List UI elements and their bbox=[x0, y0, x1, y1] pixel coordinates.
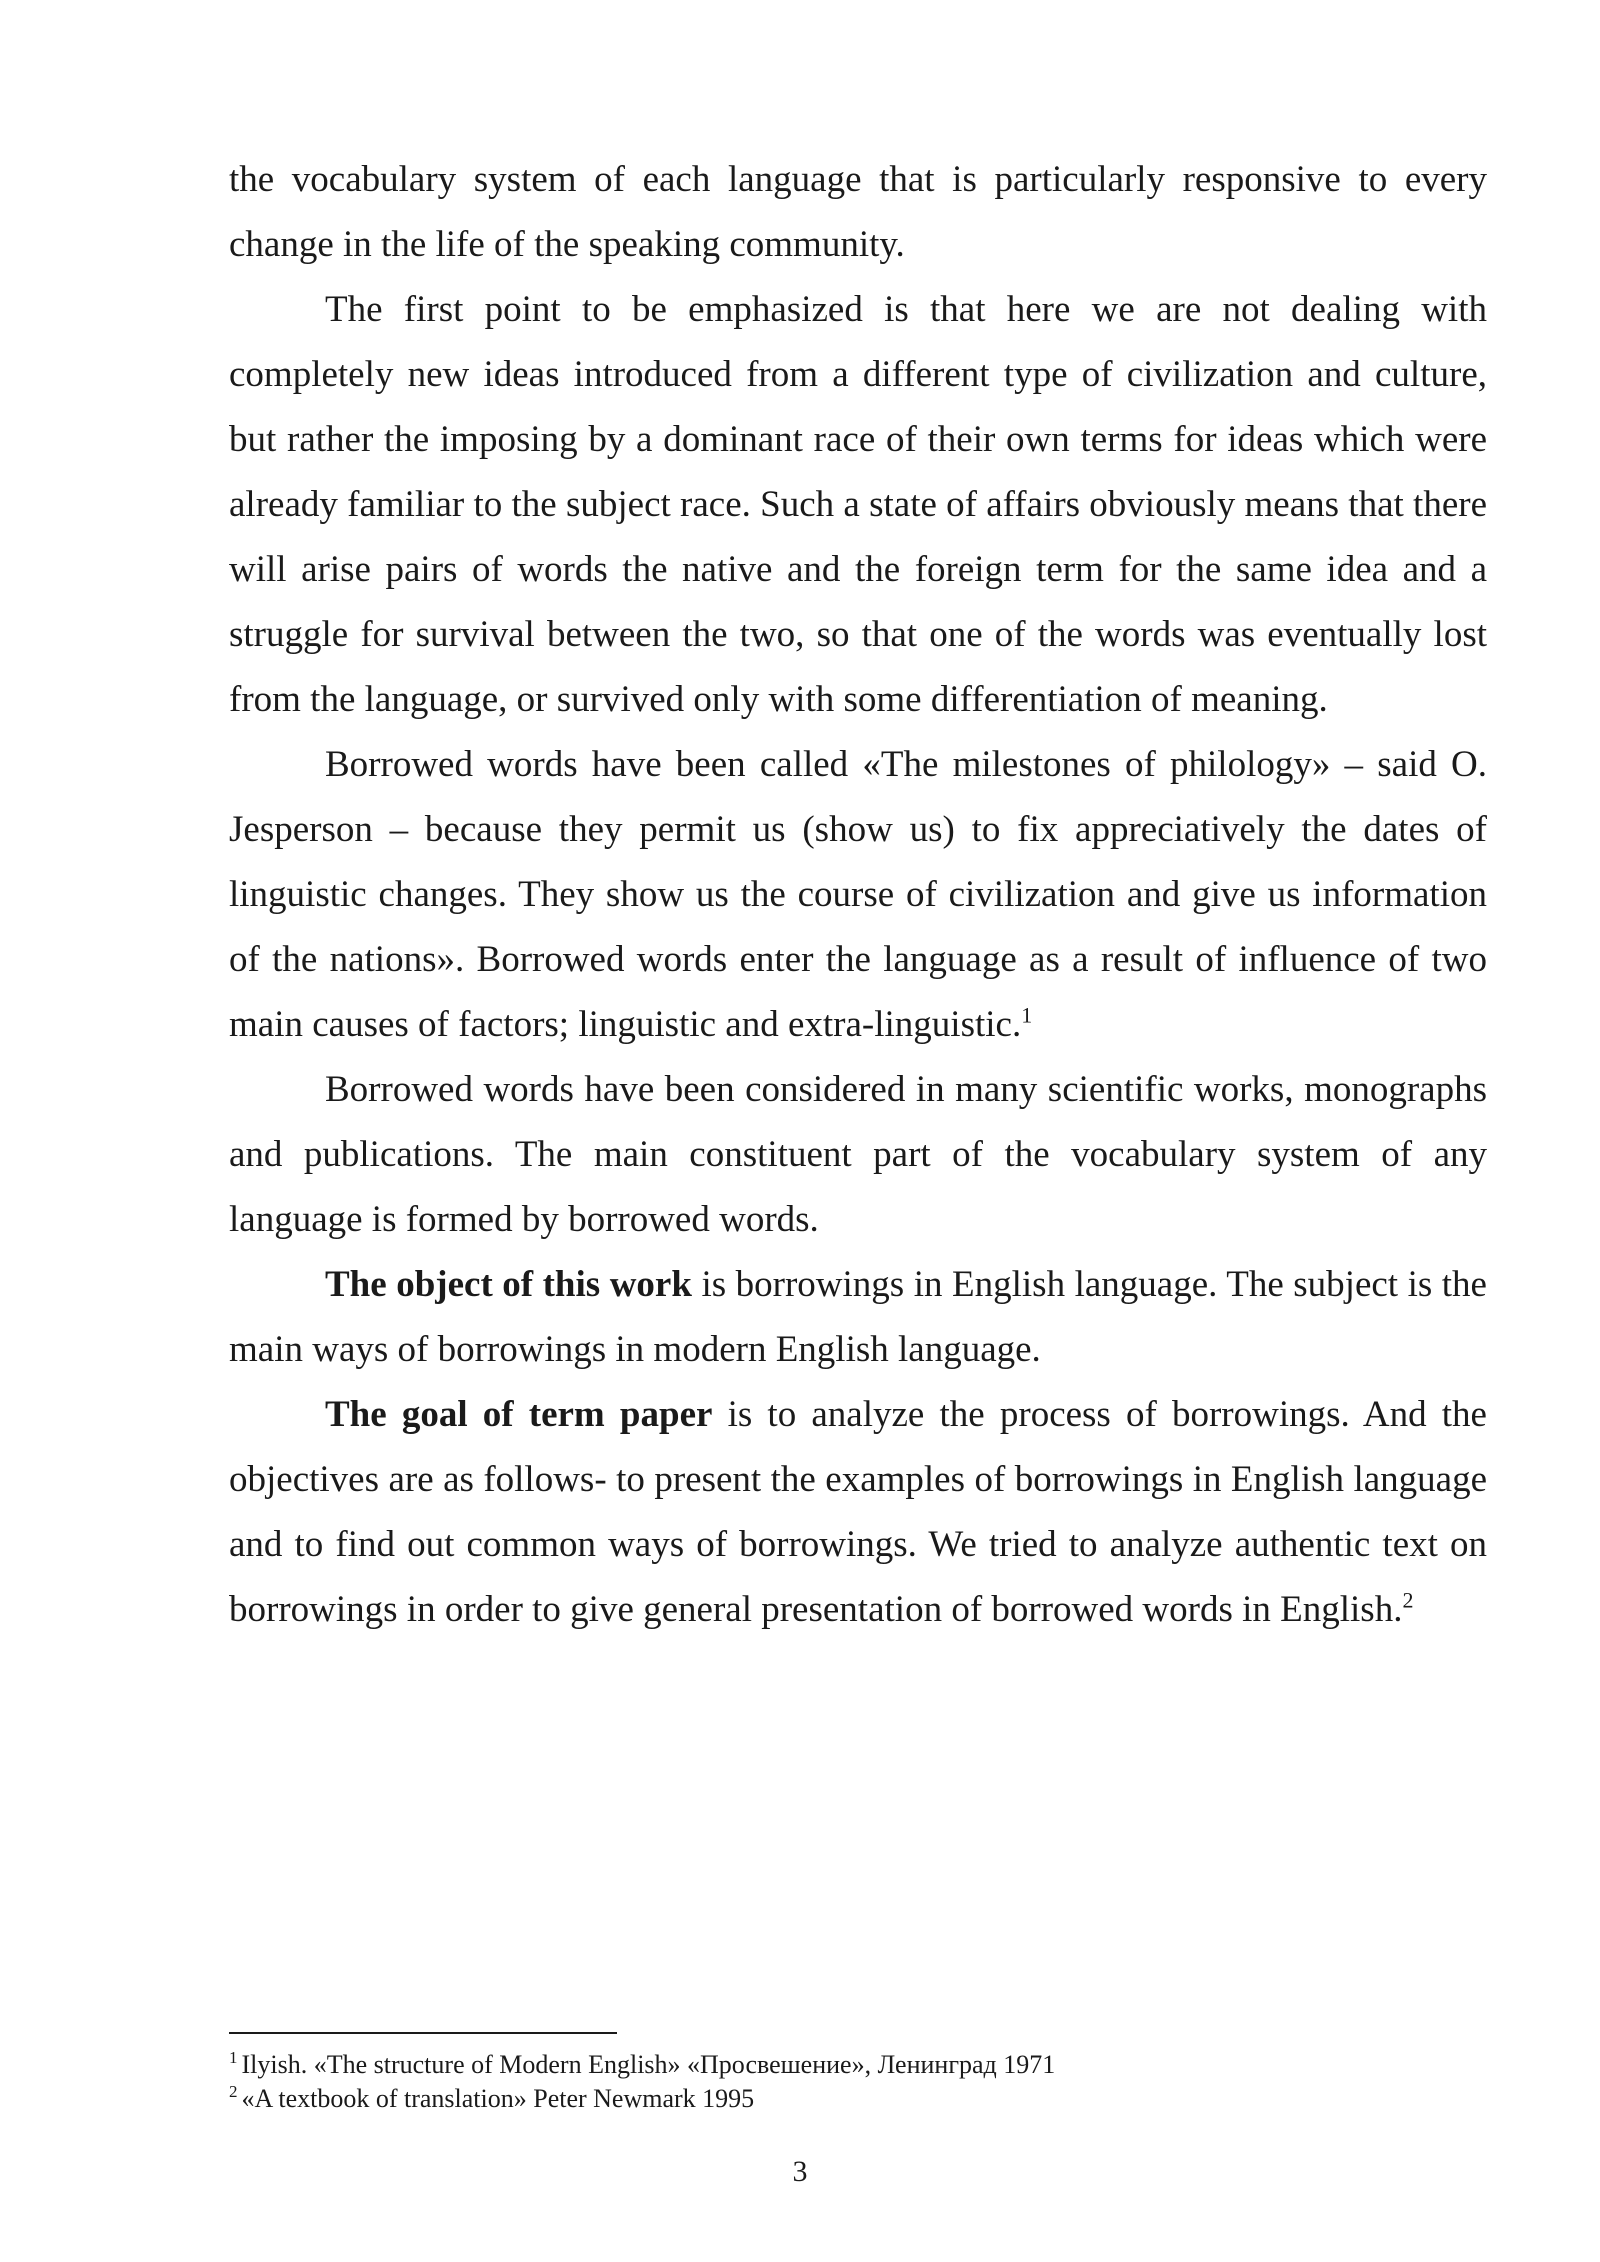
footnote-reference-2[interactable]: 2 bbox=[1402, 1587, 1414, 1613]
paragraph-text: The first point to be emphasized is that here we are not dealing with completely new ideas introduced from a different type of civilization and culture, but rather the imposing by a dominant race of their own terms for ideas which were already familiar to the subject race. Such a state of affairs obviously means that there will arise pairs of words the native and the foreign term for the same idea and a struggle for survival between the two, so that one of the words was eventually lost from the language, or survived only with some differentiation of meaning. bbox=[229, 289, 1487, 720]
paragraph-first-point bbox=[229, 277, 1487, 732]
paragraph-text: Borrowed words have been called «The milestones of philology» – said O. Jesperson – because they permit us (show us) to fix appreciatively the dates of linguistic changes. They show us the course of civilization and give us information of the nations». Borrowed words enter the language as a result of influence of two main causes of factors; linguistic and extra-linguistic. bbox=[229, 744, 1487, 1045]
footnote-text: Ilyish. «The structure of Modern English» «Просвешение», Ленинград 1971 bbox=[241, 2050, 1056, 2079]
paragraph-text: Borrowed words have been considered in many scientific works, monographs and publications. The main constituent part of the vocabulary system of any language is formed by borrowed words. bbox=[229, 1069, 1487, 1240]
paragraph-milestones bbox=[229, 732, 1487, 1057]
footnotes bbox=[229, 2048, 1487, 2116]
paragraph-text: is borrowings in English language. The subject is the main ways of borrowings in modern English language. bbox=[229, 1264, 1487, 1370]
footnote-1 bbox=[229, 2048, 1487, 2082]
paragraph-text: the vocabulary system of each language that is particularly responsive to every change in the life of the speaking community. bbox=[229, 159, 1487, 265]
footnote-separator bbox=[229, 2032, 617, 2034]
paragraph-continuation bbox=[229, 147, 1487, 277]
paragraph-considered bbox=[229, 1057, 1487, 1252]
body-text bbox=[229, 147, 1487, 1642]
paragraph-goal bbox=[229, 1382, 1487, 1642]
paragraph-object bbox=[229, 1252, 1487, 1382]
footnote-text: «A textbook of translation» Peter Newmark 1995 bbox=[241, 2084, 755, 2113]
footnote-mark: 1 bbox=[229, 2048, 238, 2068]
footnote-mark: 2 bbox=[229, 2082, 238, 2102]
page-number: 3 bbox=[792, 2155, 808, 2188]
bold-lead-goal: The goal of term paper bbox=[325, 1394, 713, 1435]
paragraph-text: is to analyze the process of borrowings. And the objectives are as follows- to present the examples of borrowings in English language and to find out common ways of borrowings. We tried to analyze authentic text on borrowings in order to give general presentation of borrowed words in English. bbox=[229, 1394, 1487, 1630]
bold-lead-object: The object of this work bbox=[325, 1264, 692, 1305]
footnote-2 bbox=[229, 2082, 1487, 2116]
footnote-reference-1[interactable]: 1 bbox=[1021, 1002, 1033, 1028]
